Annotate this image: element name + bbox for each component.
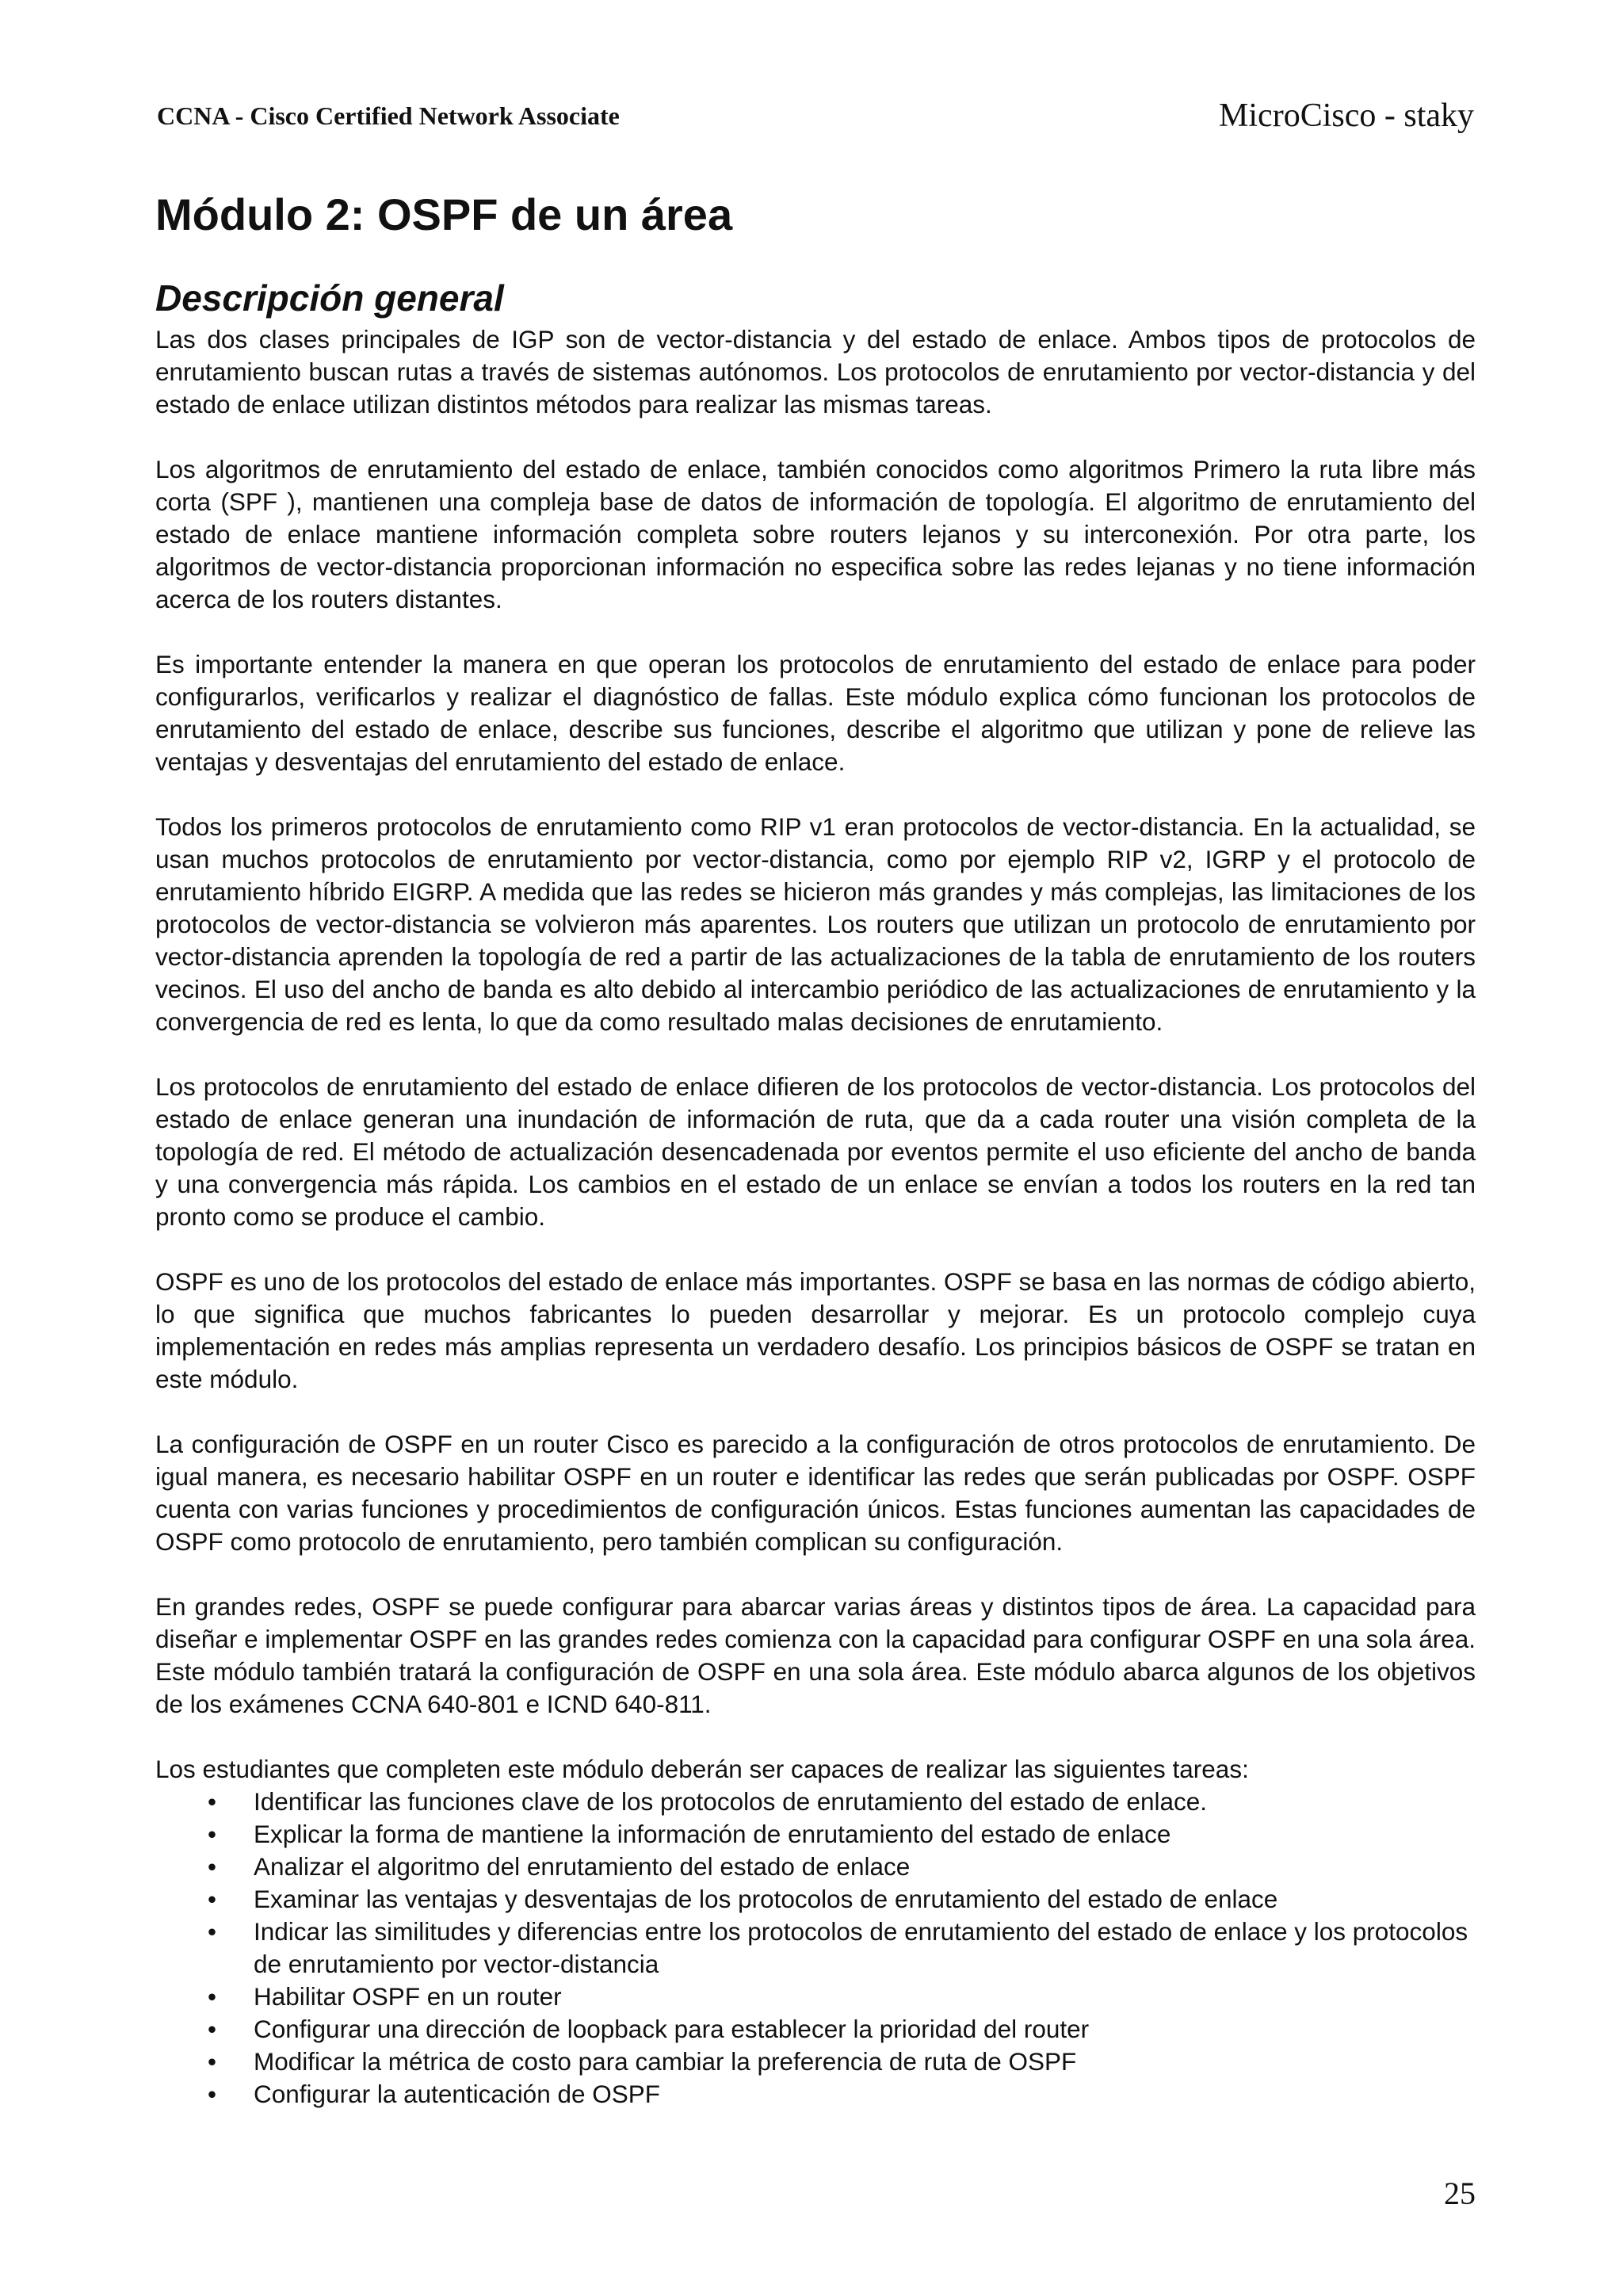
list-item-text: Modificar la métrica de costo para cambiar la preferencia de ruta de OSPF <box>254 2047 1077 2076</box>
bullet-icon: • <box>208 2015 217 2043</box>
list-item <box>155 1818 1476 1851</box>
paragraph: Los algoritmos de enrutamiento del estado de enlace, también conocidos como algoritmos Primero la ruta libre más corta (SPF ), mantienen una compleja base de datos de información de topología. El algoritmo de enrutamiento del estado de enlace mantiene información completa sobre routers lejanos y su interconexión. Por otra parte, los algoritmos de vector-distancia proporcionan información no especifica sobre las redes lejanas y no tiene información acerca de los routers distantes. <box>155 455 1476 613</box>
bullet-icon: • <box>208 1852 217 1881</box>
section-title: Descripción general <box>155 277 504 319</box>
list-item <box>155 1883 1476 1916</box>
list-item-text: Analizar el algoritmo del enrutamiento del estado de enlace <box>254 1852 911 1881</box>
module-title: Módulo 2: OSPF de un área <box>155 189 733 239</box>
list-item-text: Examinar las ventajas y desventajas de los protocolos de enrutamiento del estado de enlace <box>254 1885 1278 1913</box>
list-item-text: Identificar las funciones clave de los protocolos de enrutamiento del estado de enlace. <box>254 1787 1207 1816</box>
bullet-icon: • <box>208 1885 217 1913</box>
bullet-icon: • <box>208 2080 217 2108</box>
bullet-icon: • <box>208 1982 217 2011</box>
paragraph: En grandes redes, OSPF se puede configurar para abarcar varias áreas y distintos tipos de área. La capacidad para diseñar e implementar OSPF en las grandes redes comienza con la capacidad para configurar OSPF en una sola área. Este módulo también tratará la configuración de OSPF en una sola área. Este módulo abarca algunos de los objetivos de los exámenes CCNA 640-801 e ICND 640-811. <box>155 1592 1476 1718</box>
bullet-icon: • <box>208 2047 217 2076</box>
page-number: 25 <box>1444 2176 1476 2211</box>
paragraph: OSPF es uno de los protocolos del estado de enlace más importantes. OSPF se basa en las normas de código abierto, lo que significa que muchos fabricantes lo pueden desarrollar y mejorar. Es un protocolo complejo cuya implementación en redes más amplias representa un verdadero desafío. Los principios básicos de OSPF se tratan en este módulo. <box>155 1267 1476 1393</box>
paragraph: Es importante entender la manera en que operan los protocolos de enrutamiento del estado de enlace para poder configurarlos, verificarlos y realizar el diagnóstico de fallas. Este módulo explica cómo funcionan los protocolos de enrutamiento del estado de enlace, describe sus funciones, describe el algoritmo que utilizan y pone de relieve las ventajas y desventajas del enrutamiento del estado de enlace. <box>155 650 1476 776</box>
list-item-text: Habilitar OSPF en un router <box>254 1982 562 2011</box>
list-item <box>155 2078 1476 2111</box>
list-item <box>155 1916 1476 1981</box>
list-item <box>155 2046 1476 2078</box>
list-item <box>155 1786 1476 1818</box>
running-header-right: MicroCisco - staky <box>1219 97 1474 134</box>
paragraph: La configuración de OSPF en un router Cisco es parecido a la configuración de otros protocolos de enrutamiento. De igual manera, es necesario habilitar OSPF en un router e identificar las redes que serán publicadas por OSPF. OSPF cuenta con varias funciones y procedimientos de configuración únicos. Estas funciones aumentan las capacidades de OSPF como protocolo de enrutamiento, pero también complican su configuración. <box>155 1430 1476 1556</box>
bullet-icon: • <box>208 1787 217 1816</box>
list-item-text: Configurar una dirección de loopback para establecer la prioridad del router <box>254 2015 1090 2043</box>
running-header-left: CCNA - Cisco Certified Network Associate <box>157 101 620 130</box>
list-item-text: Indicar las similitudes y diferencias entre los protocolos de enrutamiento del estado de enlace y los protocolos de enrutamiento por vector-distancia <box>254 1917 1468 1978</box>
list-item <box>155 1981 1476 2013</box>
list-item <box>155 1851 1476 1883</box>
list-item-text: Configurar la autenticación de OSPF <box>254 2080 661 2108</box>
paragraph: Todos los primeros protocolos de enrutamiento como RIP v1 eran protocolos de vector-distancia. En la actualidad, se usan muchos protocolos de enrutamiento por vector-distancia, como por ejemplo RIP v2, IGRP y el protocolo de enrutamiento híbrido EIGRP. A medida que las redes se hicieron más grandes y más complejas, las limitaciones de los protocolos de vector-distancia se volvieron más aparentes. Los routers que utilizan un protocolo de enrutamiento por vector-distancia aprenden la topología de red a partir de las actualizaciones de la tabla de enrutamiento de los routers vecinos. El uso del ancho de banda es alto debido al intercambio periódico de las actualizaciones de enrutamiento y la convergencia de red es lenta, lo que da como resultado malas decisiones de enrutamiento. <box>155 812 1476 1036</box>
list-item <box>155 2013 1476 2046</box>
paragraph: Las dos clases principales de IGP son de vector-distancia y del estado de enlace. Ambos tipos de protocolos de enrutamiento buscan rutas a través de sistemas autónomos. Los protocolos de enrutamiento por vector-distancia y del estado de enlace utilizan distintos métodos para realizar las mismas tareas. <box>155 325 1476 418</box>
list-item-text: Explicar la forma de mantiene la información de enrutamiento del estado de enlace <box>254 1820 1171 1848</box>
bullet-icon: • <box>208 1917 217 1946</box>
page-content <box>155 187 1476 2111</box>
task-list <box>155 1786 1476 2111</box>
bullet-icon: • <box>208 1820 217 1848</box>
paragraph: Los protocolos de enrutamiento del estado de enlace difieren de los protocolos de vector-distancia. Los protocolos del estado de enlace generan una inundación de información de ruta, que da a cada router una visión completa de la topología de red. El método de actualización desencadenada por eventos permite el uso eficiente del ancho de banda y una convergencia más rápida. Los cambios en el estado de un enlace se envían a todos los routers en la red tan pronto como se produce el cambio. <box>155 1072 1476 1231</box>
tasks-intro: Los estudiantes que completen este módulo deberán ser capaces de realizar las siguientes tareas: <box>155 1755 1249 1783</box>
